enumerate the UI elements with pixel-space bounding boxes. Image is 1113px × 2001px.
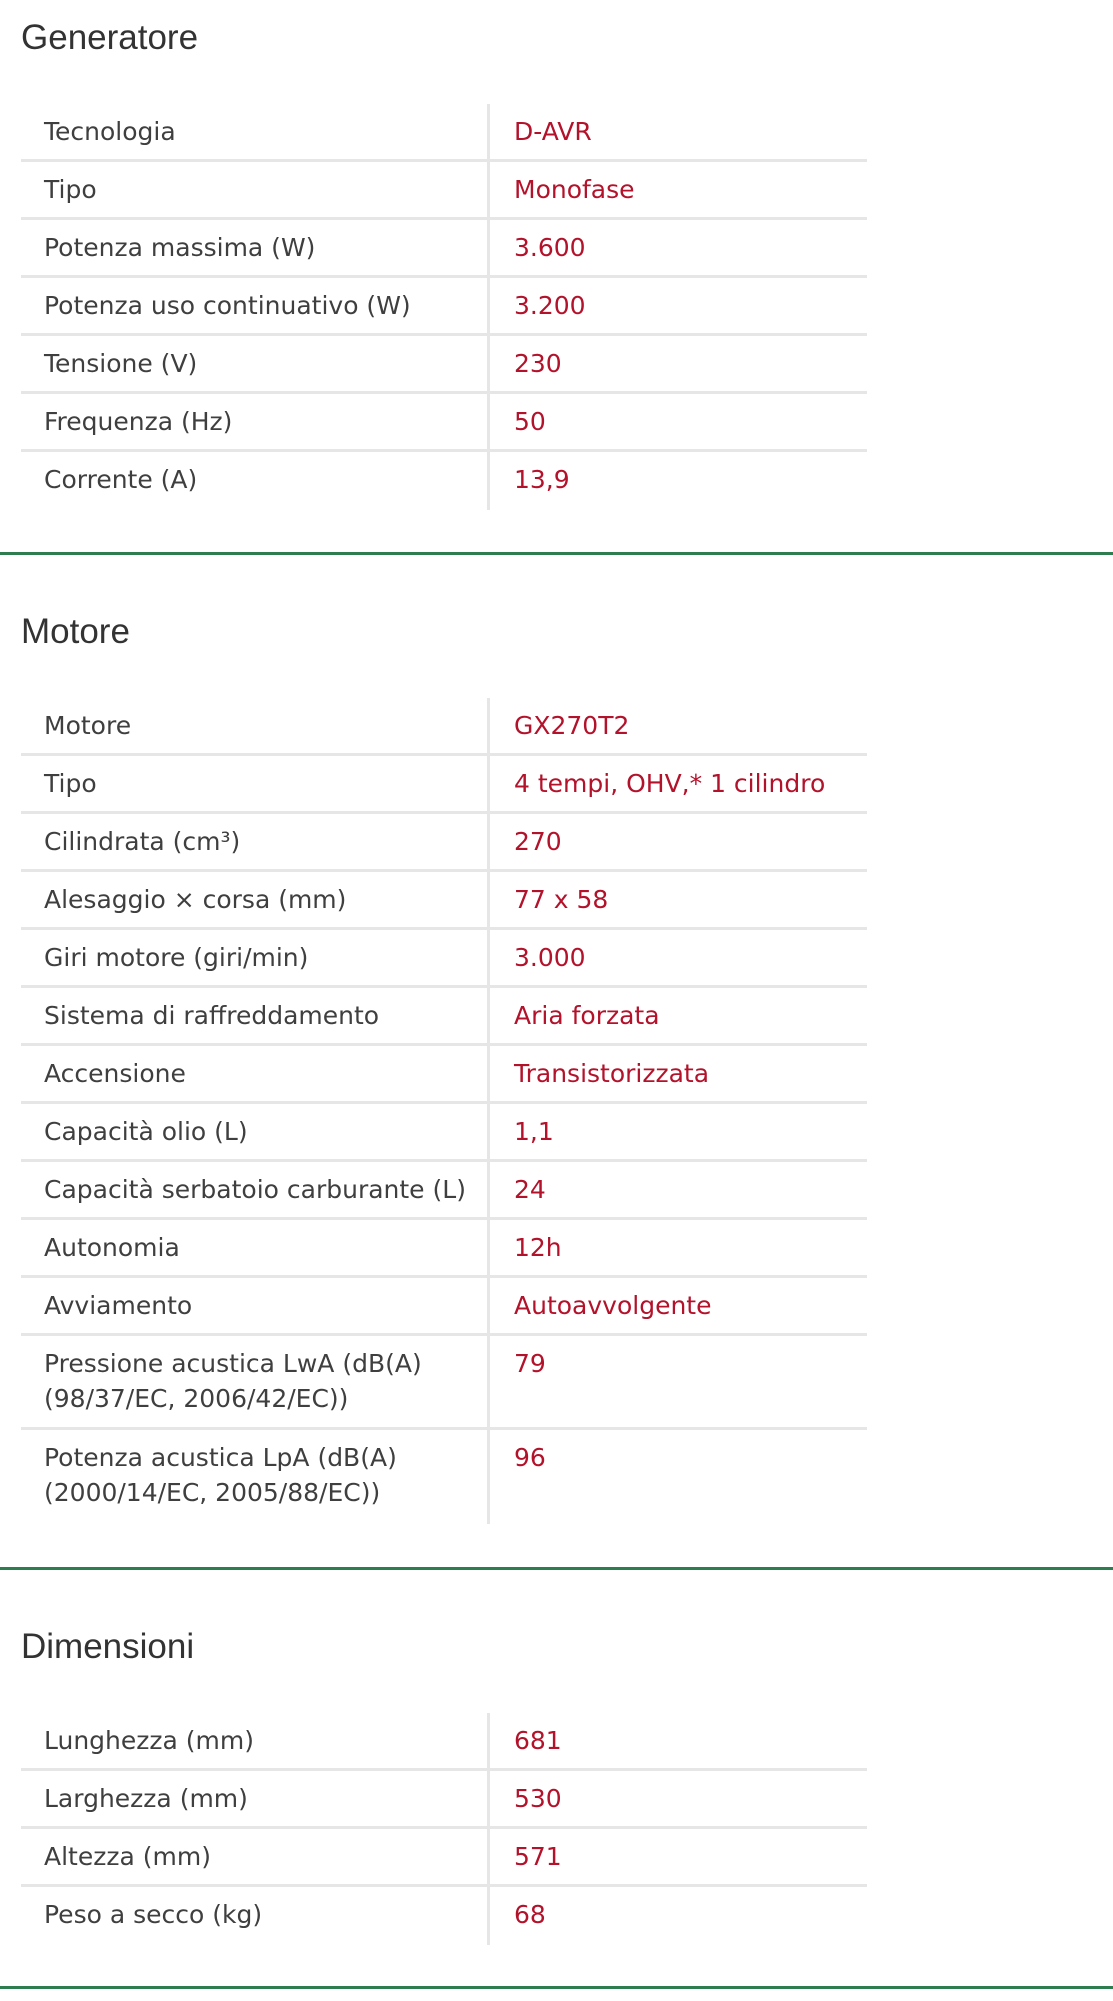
table-row: [21, 988, 867, 1046]
table-row: [21, 872, 867, 930]
spec-label: Tensione (V): [21, 336, 490, 391]
spec-label: Potenza acustica LpA (dB(A) (2000/14/EC, 2005/88/EC)): [21, 1430, 490, 1524]
spec-value: 270: [514, 827, 562, 856]
spec-label: Potenza uso continuativo (W): [21, 278, 490, 333]
spec-value: GX270T2: [514, 711, 630, 740]
spec-label: Sistema di raffreddamento: [21, 988, 490, 1043]
spec-label: Potenza massima (W): [21, 220, 490, 275]
table-row: [21, 930, 867, 988]
spec-value: D-AVR: [514, 117, 592, 146]
spec-label: Peso a secco (kg): [21, 1887, 490, 1945]
spec-label: Larghezza (mm): [21, 1771, 490, 1826]
spec-label: Lunghezza (mm): [21, 1713, 490, 1768]
spec-value: 3.000: [514, 943, 586, 972]
spec-label: Giri motore (giri/min): [21, 930, 490, 985]
section-divider: [0, 1986, 1113, 1989]
spec-label: Tipo: [21, 162, 490, 217]
specs-table: [21, 1713, 867, 1945]
spec-value: Transistorizzata: [514, 1059, 710, 1088]
table-row: [21, 1336, 867, 1430]
spec-value: Aria forzata: [514, 1001, 660, 1030]
spec-label: Tecnologia: [21, 104, 490, 159]
table-row: [21, 1046, 867, 1104]
spec-value: 79: [514, 1349, 546, 1378]
spec-value: 96: [514, 1443, 546, 1472]
spec-value: 4 tempi, OHV,* 1 cilindro: [514, 769, 826, 798]
spec-label: Tipo: [21, 756, 490, 811]
table-row: [21, 756, 867, 814]
section-title: Generatore: [21, 18, 199, 57]
spec-label: Capacità serbatoio carburante (L): [21, 1162, 490, 1217]
table-row: [21, 1278, 867, 1336]
spec-value: 530: [514, 1784, 562, 1813]
spec-value: 3.600: [514, 233, 586, 262]
table-row: [21, 162, 867, 220]
spec-value: 50: [514, 407, 546, 436]
table-row: [21, 220, 867, 278]
specs-table: [21, 698, 867, 1524]
table-row: [21, 336, 867, 394]
spec-label: Capacità olio (L): [21, 1104, 490, 1159]
table-row: [21, 452, 867, 510]
section-divider: [0, 552, 1113, 555]
spec-label: Accensione: [21, 1046, 490, 1101]
section-title: Dimensioni: [21, 1627, 195, 1666]
table-row: [21, 278, 867, 336]
spec-value: 77 x 58: [514, 885, 609, 914]
spec-value: 12h: [514, 1233, 562, 1262]
spec-label: Altezza (mm): [21, 1829, 490, 1884]
spec-value: 681: [514, 1726, 562, 1755]
spec-value: 571: [514, 1842, 562, 1871]
spec-label: Frequenza (Hz): [21, 394, 490, 449]
spec-value: 230: [514, 349, 562, 378]
spec-value: 3.200: [514, 291, 586, 320]
spec-value: Autoavvolgente: [514, 1291, 712, 1320]
section-divider: [0, 1567, 1113, 1570]
specs-table: [21, 104, 867, 510]
spec-label: Corrente (A): [21, 452, 490, 510]
table-row: [21, 814, 867, 872]
table-row: [21, 104, 867, 162]
table-row: [21, 698, 867, 756]
table-row: [21, 1771, 867, 1829]
section-title: Motore: [21, 612, 130, 651]
table-row: [21, 1713, 867, 1771]
spec-value: 13,9: [514, 465, 570, 494]
spec-value: 68: [514, 1900, 546, 1929]
spec-label: Motore: [21, 698, 490, 753]
table-row: [21, 1220, 867, 1278]
table-row: [21, 1430, 867, 1524]
table-row: [21, 1104, 867, 1162]
table-row: [21, 1162, 867, 1220]
table-row: [21, 1829, 867, 1887]
spec-label: Alesaggio × corsa (mm): [21, 872, 490, 927]
spec-label: Autonomia: [21, 1220, 490, 1275]
spec-label: Pressione acustica LwA (dB(A) (98/37/EC, 2006/42/EC)): [21, 1336, 490, 1427]
spec-label: Avviamento: [21, 1278, 490, 1333]
table-row: [21, 1887, 867, 1945]
table-row: [21, 394, 867, 452]
spec-value: 24: [514, 1175, 546, 1204]
spec-label: Cilindrata (cm³): [21, 814, 490, 869]
spec-value: Monofase: [514, 175, 635, 204]
spec-value: 1,1: [514, 1117, 554, 1146]
